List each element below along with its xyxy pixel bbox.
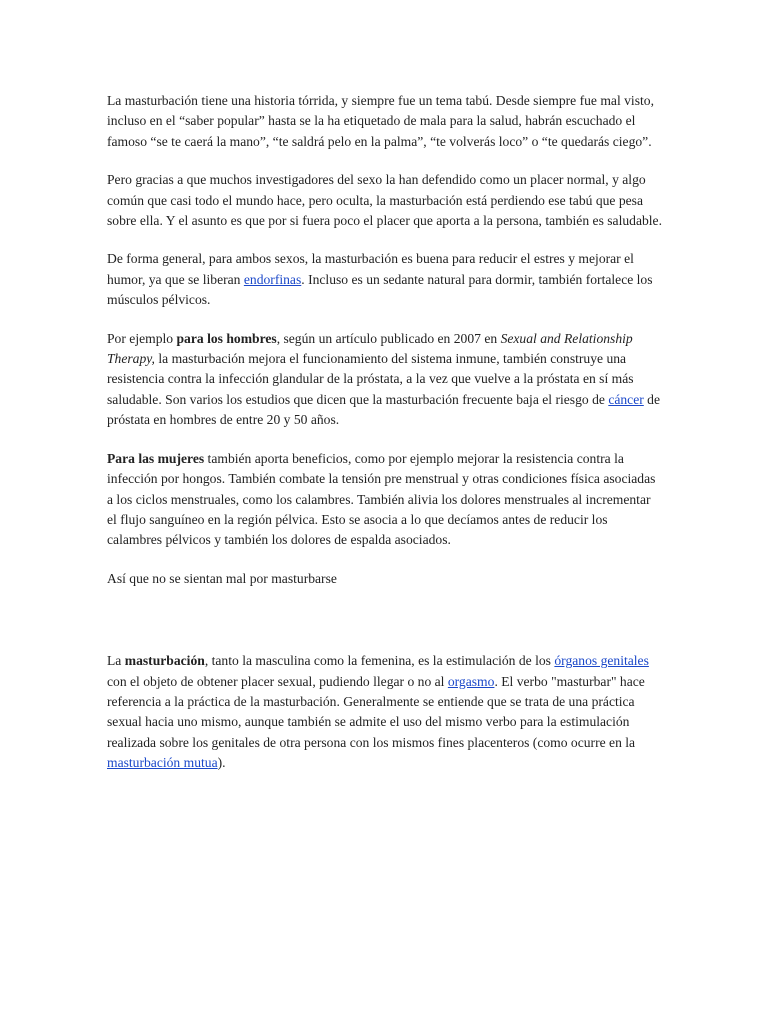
italic-journal-title: Sexual and Relationship Therapy, (107, 330, 633, 367)
text-run: . Incluso es un sedante natural para dormir, también fortalece los músculos pélvicos. (107, 271, 653, 308)
text-run: ). (217, 755, 226, 771)
text-run: La (107, 653, 125, 669)
paragraph-general-benefits (107, 249, 662, 310)
text-run: , según un artículo publicado en 2007 en (276, 330, 501, 346)
paragraph-text: Así que no se sientan mal por masturbarse (107, 570, 337, 586)
paragraph-intro (107, 91, 662, 152)
paragraph-men (107, 329, 662, 431)
text-run: con el objeto de obtener placer sexual, pudiendo llegar o no al (107, 673, 448, 689)
link-endorfinas[interactable]: endorfinas (243, 271, 302, 287)
link-organos-genitales[interactable]: órganos genitales (554, 653, 649, 669)
bold-text: masturbación (124, 653, 205, 669)
paragraph-women (107, 449, 662, 551)
bold-text: Para las mujeres (107, 450, 205, 466)
link-cancer[interactable]: cáncer (608, 391, 644, 407)
document-body (107, 91, 662, 792)
paragraph-text: La masturbación tiene una historia tórrida, y siempre fue un tema tabú. Desde siempre fue mal visto, incluso en el “saber popular” hasta se la ha etiquetado de mala para la salud, habrán escuchado el famoso “se te caerá la mano”, “te saldrá pelo en la palma”, “te volverás loco” o “te quedarás ciego”. (107, 93, 654, 149)
paragraph-conclusion (107, 569, 662, 589)
bold-text: para los hombres (176, 330, 277, 346)
text-run: . El verbo "masturbar" hace referencia a la práctica de la masturbación. Generalmente se entiende que se trata de una práctica sexual hacia uno mismo, aunque también se admite el uso del mismo verbo para la estimulación realizada sobre los genitales de otra persona con los mismos fines placenteros (como ocurre en la (107, 673, 645, 750)
text-run: también aporta beneficios, como por ejemplo mejorar la resistencia contra la infección por hongos. También combate la tensión pre menstrual y otras condiciones física asociadas a los ciclos menstruales, como los calambres. También alivia los dolores menstruales al incrementar el flujo sanguíneo en la región pélvica. Esto se asocia a lo que decíamos antes de reducir los calambres pélvicos y también los dolores de espalda asociados. (107, 450, 656, 548)
paragraph-definition (107, 651, 662, 773)
link-masturbacion-mutua[interactable]: masturbación mutua (107, 755, 218, 771)
link-orgasmo[interactable]: orgasmo (447, 673, 495, 689)
text-run: De forma general, para ambos sexos, la masturbación es buena para reducir el estres y mejorar el humor, ya que se liberan (107, 251, 634, 287)
text-run: de próstata en hombres de entre 20 y 50 años. (107, 391, 661, 428)
paragraph-taboo (107, 170, 662, 231)
text-run: , tanto la masculina como la femenina, es la estimulación de los (204, 653, 555, 669)
text-run: Por ejemplo (107, 330, 177, 346)
text-run: la masturbación mejora el funcionamiento del sistema inmune, también construye una resistencia contra la infección glandular de la próstata, a la vez que vuelve a la próstata en sí más saludable. Son varios los estudios que dicen que la masturbación frecuente baja el riesgo de (107, 351, 634, 407)
paragraph-text: Pero gracias a que muchos investigadores del sexo la han defendido como un placer normal, y algo común que casi todo el mundo hace, pero oculta, la masturbación está perdiendo ese tabú que pesa sobre ella. Y el asunto es que por si fuera poco el placer que aporta a la persona, también es saludable. (107, 172, 662, 229)
